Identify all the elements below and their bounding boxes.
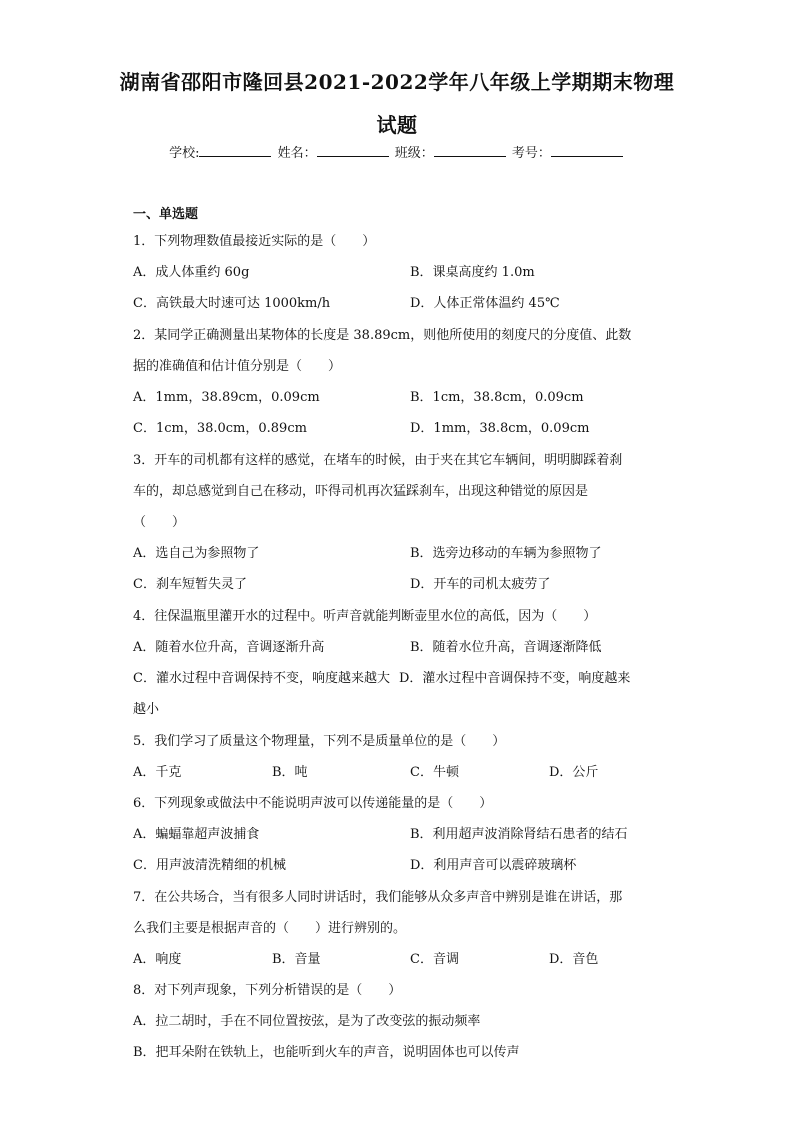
student-info-row [0, 144, 794, 163]
question-7-option-c[interactable]: C．音调 [410, 952, 459, 967]
question-1-option-d[interactable]: D．人体正常体温约 45℃ [410, 296, 560, 311]
question-5-stem: 5．我们学习了质量这个物理量，下列不是质量单位的是（ ） [133, 734, 506, 749]
exam-no-label: 考号： [511, 146, 551, 161]
question-6-stem: 6．下列现象或做法中不能说明声波可以传递能量的是（ ） [133, 796, 493, 811]
question-5-option-d[interactable]: D．公斤 [549, 765, 599, 780]
school-label: 学校: [169, 146, 200, 161]
question-3-stem-line1: 3．开车的司机都有这样的感觉，在堵车的时候，由于夹在其它车辆间，明明脚踩着刹 [133, 453, 623, 468]
question-8-option-b[interactable]: B．把耳朵附在铁轨上，也能听到火车的声音，说明固体也可以传声 [133, 1045, 520, 1060]
class-label: 班级： [394, 146, 434, 161]
question-3-option-c[interactable]: C．刹车短暂失灵了 [133, 577, 247, 592]
question-6-option-c[interactable]: C．用声波清洗精细的机械 [133, 858, 286, 873]
section-heading-single-choice: 一、单选题 [133, 207, 199, 222]
question-4-option-d[interactable]: D．灌水过程中音调保持不变，响度越来 [399, 671, 631, 686]
question-8-stem: 8．对下列声现象，下列分析错误的是（ ） [133, 983, 402, 998]
question-6-option-b[interactable]: B．利用超声波消除肾结石患者的结石 [410, 827, 628, 842]
question-1-option-c[interactable]: C．高铁最大时速可达 1000km/h [133, 296, 331, 311]
question-2-stem-line1: 2．某同学正确测量出某物体的长度是 38.89cm，则他所使用的刻度尺的分度值、此数 [133, 328, 632, 343]
question-8-option-a[interactable]: A．拉二胡时，手在不同位置按弦，是为了改变弦的振动频率 [133, 1014, 481, 1029]
question-4-option-b[interactable]: B．随着水位升高，音调逐渐降低 [410, 640, 602, 655]
question-7-option-b[interactable]: B．音量 [272, 952, 321, 967]
exam-title-line1: 湖南省邵阳市隆回县2021-2022学年八年级上学期期末物理 [119, 70, 675, 94]
question-5-option-a[interactable]: A．千克 [133, 765, 182, 780]
question-3-stem-line2: 车的，却总感觉到自己在移动，吓得司机再次猛踩刹车，出现这种错觉的原因是 [133, 484, 589, 499]
question-7-stem-line1: 7．在公共场合，当有很多人同时讲话时，我们能够从众多声音中辨别是谁在讲话，那 [133, 890, 623, 905]
question-2-option-b[interactable]: B．1cm，38.8cm，0.09cm [410, 390, 584, 405]
question-3-option-d[interactable]: D．开车的司机太疲劳了 [410, 577, 551, 592]
question-7-option-d[interactable]: D．音色 [549, 952, 599, 967]
question-1-stem: 1．下列物理数值最接近实际的是（ ） [133, 234, 376, 249]
question-4-option-d-continued: 越小 [133, 702, 160, 717]
question-1-option-b[interactable]: B．课桌高度约 1.0m [410, 265, 535, 280]
question-2-stem-line2: 据的准确值和估计值分别是（ ） [133, 359, 342, 374]
name-blank[interactable] [317, 144, 389, 157]
question-2-option-d[interactable]: D．1mm，38.8cm，0.09cm [410, 421, 590, 436]
question-3-option-a[interactable]: A．选自己为参照物了 [133, 546, 260, 561]
question-5-option-b[interactable]: B．吨 [272, 765, 308, 780]
question-4-option-c[interactable]: C．灌水过程中音调保持不变，响度越来越大 [133, 671, 390, 686]
question-5-option-c[interactable]: C．牛顿 [410, 765, 459, 780]
question-7-stem-line2: 么我们主要是根据声音的（ ）进行辨别的。 [133, 921, 407, 936]
question-3-option-b[interactable]: B．选旁边移动的车辆为参照物了 [410, 546, 602, 561]
exam-title-line2: 试题 [376, 113, 418, 137]
question-2-option-a[interactable]: A．1mm，38.89cm，0.09cm [133, 390, 320, 405]
question-4-stem: 4．往保温瓶里灌开水的过程中。听声音就能判断壶里水位的高低，因为（ ） [133, 609, 597, 624]
question-6-option-a[interactable]: A．蝙蝠靠超声波捕食 [133, 827, 260, 842]
school-blank[interactable] [199, 144, 271, 157]
question-3-stem-line3: （ ） [133, 515, 186, 530]
question-6-option-d[interactable]: D．利用声音可以震碎玻璃杯 [410, 858, 577, 873]
question-4-option-a[interactable]: A．随着水位升高，音调逐渐升高 [133, 640, 325, 655]
class-blank[interactable] [434, 144, 506, 157]
question-7-option-a[interactable]: A．响度 [133, 952, 182, 967]
question-1-option-a[interactable]: A．成人体重约 60g [133, 265, 250, 280]
exam-no-blank[interactable] [551, 144, 623, 157]
question-2-option-c[interactable]: C．1cm，38.0cm，0.89cm [133, 421, 307, 436]
name-label: 姓名： [277, 146, 317, 161]
